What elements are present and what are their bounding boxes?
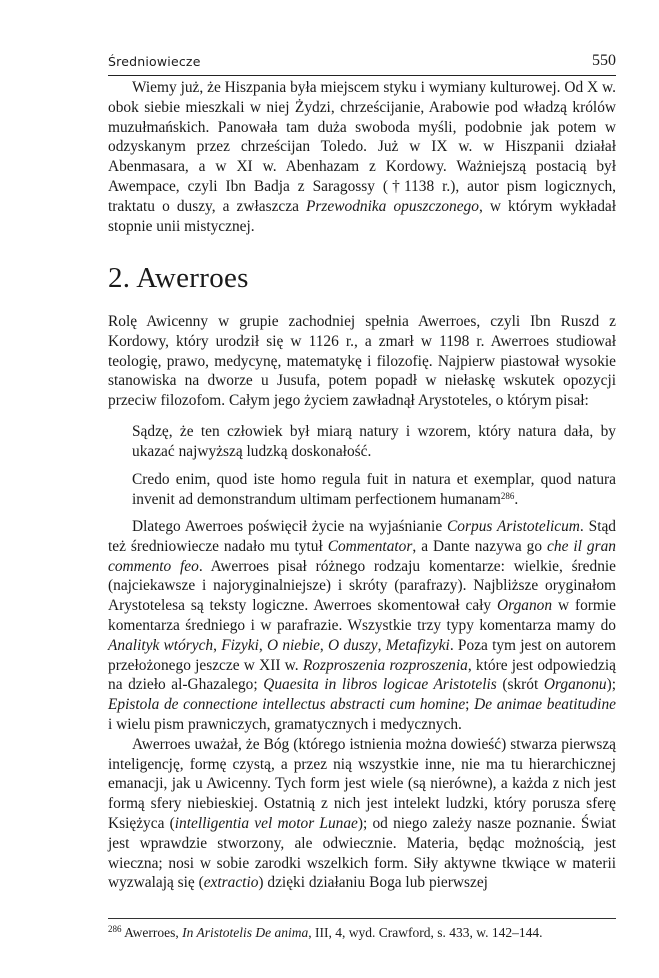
paragraph-text: Awerroes uważał, że Bóg (którego istnienia można dowieść) stwarza pierwszą inteligencję, formę czystą, a przez nią wszystkie inne, nie ma tu hierarchicznej emanacji, jak u Awicenny. Tych form jest wiele (są nierówne), a każda z nich jest formą sfery niebieskiej. Ostatnią z nich jest intelekt ludzki, który porusza sferę Księżyca (: [108, 735, 616, 832]
work-title: Commentator: [327, 537, 413, 555]
footnote-author: Awerroes,: [124, 925, 179, 940]
header-rule: [108, 75, 616, 76]
paragraph-text: ) dzięki działaniu Boga lub pierwszej: [258, 874, 488, 892]
quote-text: Credo enim, quod iste homo regula fuit in natura et exemplar, quod natura invenit ad demonstrandum ultimam perfectionem humanam: [132, 471, 616, 508]
paragraph-awerroes-bio: [108, 312, 616, 411]
work-title: De animae beatitudine: [474, 696, 616, 714]
work-title: O niebie: [266, 636, 320, 654]
work-title: Rozproszenia rozproszenia: [302, 656, 468, 674]
paragraph-text: ;: [465, 696, 470, 714]
work-title: che il gran commento feo: [108, 537, 616, 575]
footnote-text: , III, 4, wyd. Crawford, s. 433, w. 142–144.: [308, 925, 543, 940]
paragraph-text: ,: [213, 636, 217, 654]
work-title: Quaesita in libros logicae Aristotelis: [263, 676, 497, 694]
footnote-work-title: In Aristotelis De anima: [182, 925, 309, 940]
paragraph-text: , które jest odpowiedzią na dzieło al-Ghazalego;: [108, 656, 616, 694]
paragraph-text: , w którym wykładał stopnie unii mistycznej.: [108, 197, 616, 235]
work-title: Corpus Aristotelicum: [447, 518, 580, 535]
paragraph-text: . Poza tym jest on autorem przełożonego jeszcze w XII w.: [108, 636, 616, 674]
page-header: [108, 52, 616, 74]
paragraph-text: ,: [258, 636, 263, 654]
paragraph-text: Rolę Awicenny w grupie zachodniej spełnia Awerroes, czyli Ibn Ruszd z Kordowy, który urodził się w 1126 r., a zmarł w 1198 r. Awerroes studiował teologię, prawo, medycynę, matematykę i filozofię. Najpierw piastował wysokie stanowiska na dworze u Jusufa, potem popadł w niełaskę wskutek opozycji przeciw filozofom. Całym jego życiem zawładnął Arystoteles, o którym pisał:: [108, 313, 616, 410]
paragraph-text: ); od niego zależy nasze poznanie. Świat jest wprawdzie stworzony, ale odwiecznie. Materia, będąc możnością, jest wieczna; nosi w sobie zarodki wszelkich form. Siły aktywne tkwiące w materii wyzwalają się (: [108, 814, 616, 892]
work-title: Fizyki: [221, 636, 259, 654]
footnote-rule: [108, 918, 616, 919]
running-title: Średniowiecze: [108, 54, 201, 69]
footnote-ref: 286: [500, 490, 515, 501]
paragraph-text: (skrót: [502, 676, 539, 694]
paragraph-text: i wielu pism prawniczych, gramatycznych i medycznych.: [108, 715, 462, 733]
work-title: Analityk wtórych: [108, 636, 214, 654]
paragraph-text: , a Dante nazywa go: [412, 537, 543, 555]
paragraph-text: Dlatego Awerroes poświęcił życie na wyjaśnianie: [132, 518, 443, 535]
latin-term: intelligentia vel motor Lunae: [174, 814, 358, 832]
work-title: Epistola de connectione intellectus abstracti cum homine: [108, 696, 466, 714]
paragraph-text: . Awerroes pisał różnego rodzaju komentarze: wielkie, średnie (najciekawsze i najoryginalniejsze) i skróty (parafrazy). Najbliższe oryginałom Arystotelesa są teksty logiczne. Awerroes skomentował cały: [108, 557, 617, 615]
chapter-title: 2. Awerroes: [108, 262, 249, 294]
latin-term: extractio: [203, 874, 259, 892]
paragraph-commentaries: [108, 517, 616, 893]
quote-latin: Credo enim, quod iste homo regula fuit in natura et exemplar, quod natura invenit ad demonstrandum ultimam perfectionem humanam$^{286}$.: [132, 471, 616, 508]
work-title: Organon: [497, 597, 553, 615]
paragraph-text: ,: [319, 636, 324, 654]
paragraph-text: );: [606, 676, 616, 694]
paragraph-intro: [108, 78, 616, 236]
footnote-number: 286: [108, 924, 122, 934]
work-title: Metafizyki: [385, 636, 450, 654]
work-title: Organonu: [543, 676, 607, 694]
quote-polish: Sądzę, że ten człowiek był miarą natury i wzorem, który natura dała, by ukazać najwyższą ludzką doskonałość.: [132, 423, 616, 460]
footnote: [108, 924, 616, 942]
paragraph-text: w formie komentarza średniego i w parafrazie. Wszystkie trzy typy komentarza mamy do: [108, 597, 616, 634]
paragraph-text: Wiemy już, że Hiszpania była miejscem styku i wymiany kulturowej. Od X w. obok siebie mieszkali w niej Żydzi, chrześcijanie, Arabowie pod władzą królów muzułmańskich. Panowała tam duża swoboda myśli, podobnie jak potem w odzyskanym przez chrześcijan Toledo. Już w IX w. w Hiszpanii działał Abenmasara, a w XI w. Abenhazam z Kordowy. Ważniejszą postacią był Awempace, czyli Ibn Badja z Saragossy (†1138 r.), autor pism logicznych, traktatu o duszy, a zwłaszcza: [108, 79, 616, 215]
work-title: O duszy: [328, 636, 378, 654]
page-number: 550: [592, 52, 616, 69]
paragraph-text: . Stąd też średniowiecze nadało mu tytuł: [108, 518, 616, 555]
book-title: Przewodnika opuszczonego: [306, 197, 479, 215]
paragraph-text: ,: [377, 636, 382, 654]
